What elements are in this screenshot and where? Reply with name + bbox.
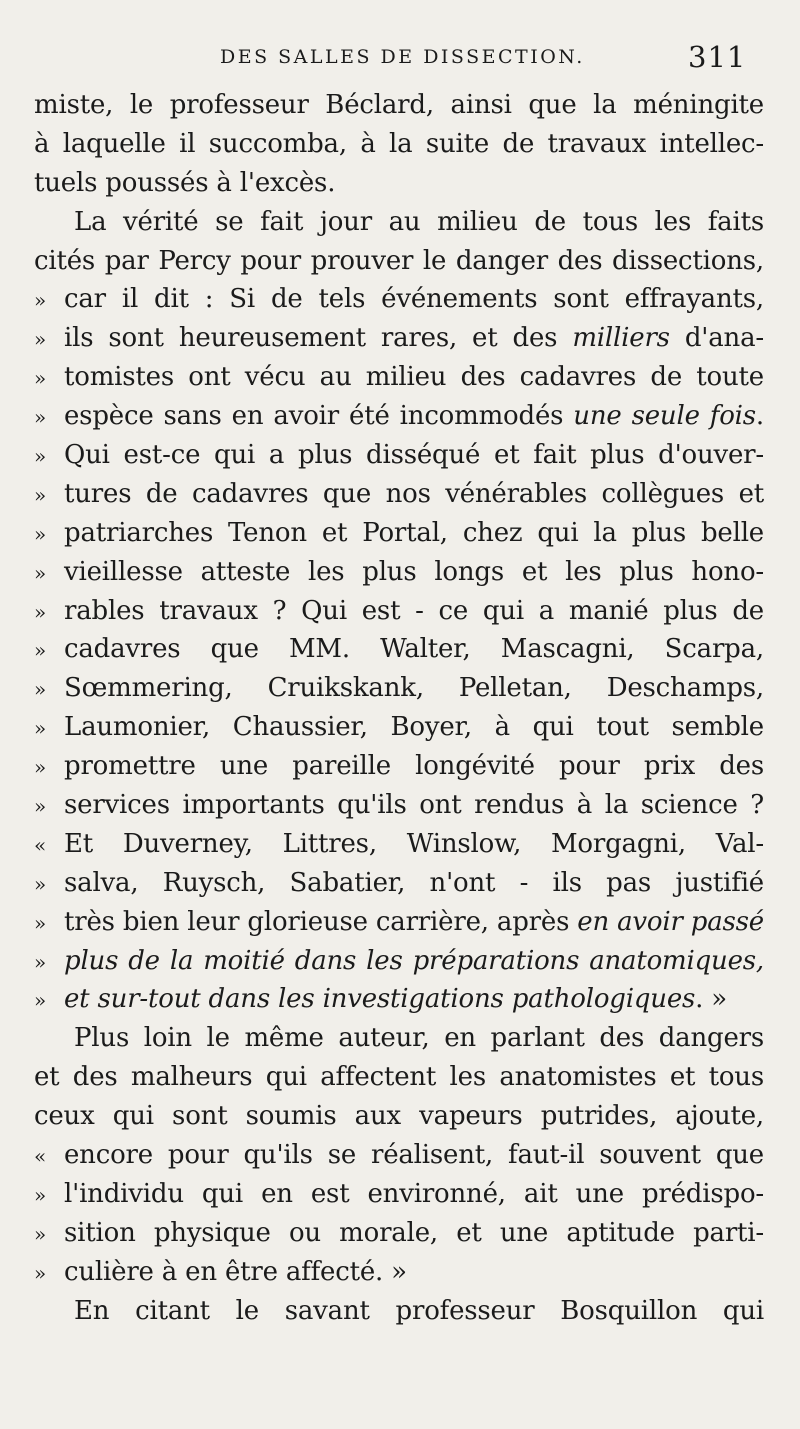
line-text-after: d'ana- [669, 323, 764, 354]
line-text: salva, Ruysch, Sabatier, n'ont - ils pas justifié [64, 867, 764, 898]
line-text: vieillesse atteste les plus longs et les plus hono- [64, 556, 764, 587]
line-text-after: . » [695, 984, 728, 1015]
text-line [34, 1019, 764, 1058]
quote-mark: » [34, 482, 47, 507]
quote-mark: » [34, 521, 47, 546]
quote-mark: « [34, 832, 47, 857]
page-number: 311 [688, 40, 747, 74]
text-line [34, 553, 764, 592]
line-text: tomistes ont vécu au milieu des cadavres de toute [64, 362, 764, 393]
line-text: Qui est-ce qui a plus disséqué et fait plus d'ouver- [64, 440, 764, 471]
line-text: Sœmmering, Cruikskank, Pelletan, Deschamps, [64, 673, 764, 704]
line-text: cités par Percy pour prouver le danger des dissections, [34, 245, 764, 276]
text-line [34, 592, 764, 631]
text-line [34, 164, 764, 203]
quote-mark: » [34, 405, 47, 430]
text-line [34, 1058, 764, 1097]
line-text: ceux qui sont soumis aux vapeurs putrides, ajoute, [34, 1101, 764, 1132]
line-text: Et Duverney, Littres, Winslow, Morgagni, Val- [64, 828, 764, 859]
text-line [34, 786, 764, 825]
quote-mark: » [34, 677, 47, 702]
text-line [34, 1253, 764, 1292]
line-text: cadavres que MM. Walter, Mascagni, Scarpa, [64, 634, 764, 665]
line-text-after: . [755, 401, 764, 432]
text-line [34, 1292, 764, 1331]
text-line [34, 358, 764, 397]
text-line [34, 1175, 764, 1214]
quote-mark: » [34, 716, 47, 741]
text-line [34, 825, 764, 864]
line-text: car il dit : Si de tels événements sont effrayants, [64, 284, 764, 315]
running-title: DES SALLES DE DISSECTION. [220, 46, 585, 68]
italic-text: et sur-tout dans les investigations pathologiques [64, 984, 696, 1015]
quote-mark: » [34, 444, 47, 469]
quote-mark: » [34, 910, 47, 935]
quote-mark: » [34, 1182, 47, 1207]
text-line [34, 1136, 764, 1175]
line-text: encore pour qu'ils se réalisent, faut-il souvent que [64, 1140, 764, 1171]
line-text: à laquelle il succomba, à la suite de travaux intellec- [34, 128, 764, 159]
italic-text: milliers [572, 323, 670, 354]
line-text: Plus loin le même auteur, en parlant des dangers [74, 1023, 764, 1054]
quote-mark: » [34, 599, 47, 624]
running-head [0, 40, 800, 80]
text-line [34, 319, 764, 358]
text-line [34, 747, 764, 786]
text-line [34, 630, 764, 669]
text-line [34, 280, 764, 319]
text-line [34, 397, 764, 436]
text-line [34, 475, 764, 514]
text-line [34, 242, 764, 281]
line-text: très bien leur glorieuse carrière, après [64, 906, 578, 937]
text-line [34, 203, 764, 242]
italic-text: en avoir passé [577, 906, 764, 937]
quote-mark: » [34, 755, 47, 780]
line-text: services importants qu'ils ont rendus à la science ? [64, 790, 764, 821]
text-line [34, 1214, 764, 1253]
line-text: l'individu qui en est environné, ait une prédispo- [64, 1178, 764, 1209]
line-text: promettre une pareille longévité pour prix des [64, 751, 764, 782]
quote-mark: « [34, 1144, 47, 1169]
quote-mark: » [34, 1260, 47, 1285]
body-text [34, 86, 764, 1331]
text-line [34, 86, 764, 125]
line-text: espèce sans en avoir été incommodés [64, 401, 574, 432]
italic-text: une seule fois [573, 401, 756, 432]
text-line [34, 125, 764, 164]
text-line [34, 903, 764, 942]
line-text: En citant le savant professeur Bosquillon qui [74, 1295, 764, 1326]
line-text: et des malheurs qui affectent les anatomistes et tous [34, 1062, 764, 1093]
text-line [34, 514, 764, 553]
quote-mark: » [34, 366, 47, 391]
quote-mark: » [34, 949, 47, 974]
line-text: rables travaux ? Qui est - ce qui a manié plus de [64, 595, 764, 626]
line-text: patriarches Tenon et Portal, chez qui la plus belle [64, 517, 764, 548]
text-line [34, 436, 764, 475]
quote-mark: » [34, 327, 47, 352]
line-text: La vérité se fait jour au milieu de tous les faits [74, 206, 764, 237]
text-line [34, 1097, 764, 1136]
quote-mark: » [34, 871, 47, 896]
quote-mark: » [34, 288, 47, 313]
quote-mark: » [34, 988, 47, 1013]
line-text: tuels poussés à l'excès. [34, 167, 336, 198]
quote-mark: » [34, 1221, 47, 1246]
line-text: sition physique ou morale, et une aptitude parti- [64, 1217, 764, 1248]
quote-mark: » [34, 638, 47, 663]
line-text: culière à en être affecté. » [64, 1256, 407, 1287]
text-line [34, 864, 764, 903]
quote-mark: » [34, 560, 47, 585]
text-line [34, 708, 764, 747]
text-line [34, 942, 764, 981]
text-line [34, 669, 764, 708]
line-text: miste, le professeur Béclard, ainsi que la méningite [34, 90, 764, 120]
italic-text: plus de la moitié dans les préparations anatomiques, [64, 945, 764, 976]
line-text: Laumonier, Chaussier, Boyer, à qui tout semble [64, 712, 764, 743]
line-text: ils sont heureusement rares, et des [64, 323, 573, 354]
text-line [34, 980, 764, 1019]
quote-mark: » [34, 794, 47, 819]
line-text: tures de cadavres que nos vénérables collègues et [64, 478, 764, 509]
